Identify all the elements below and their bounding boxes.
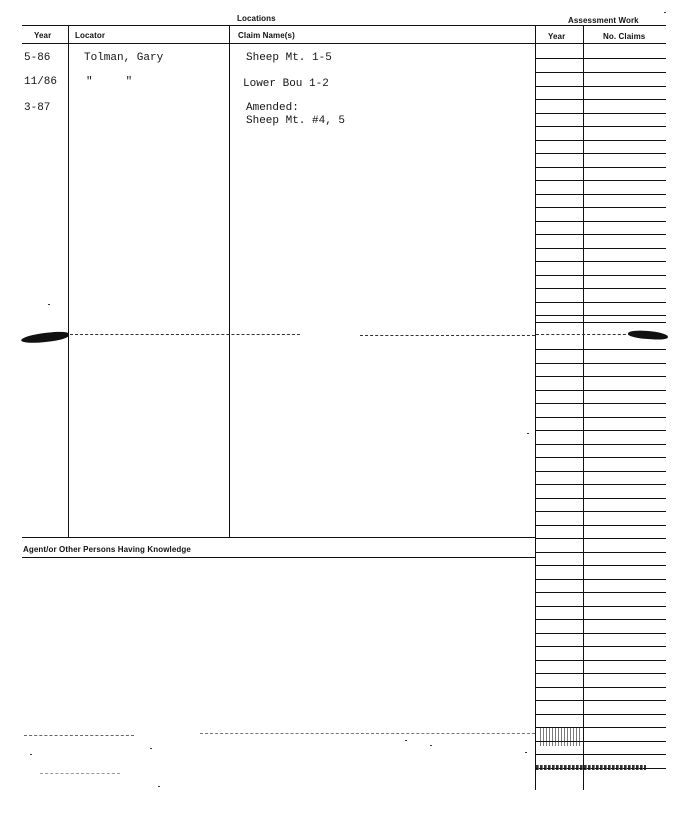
row-2-year: 11/86 — [24, 76, 58, 88]
claim-names-column-header: Claim Name(s) — [238, 31, 295, 40]
bottom-noise-line-3 — [40, 773, 120, 774]
aw-rule — [536, 606, 666, 607]
row-1-claim: Sheep Mt. 1-5 — [246, 52, 332, 64]
aw-rule — [536, 302, 666, 303]
aw-rule — [536, 484, 666, 485]
speck — [30, 754, 32, 755]
aw-rule — [536, 194, 666, 195]
fold-line-middle-right — [360, 335, 535, 336]
aw-rule — [536, 660, 666, 661]
aw-rule — [536, 207, 666, 208]
fold-line-middle — [70, 334, 300, 335]
aw-rule — [536, 592, 666, 593]
fold-mark-right — [628, 330, 668, 341]
aw-rule — [536, 687, 666, 688]
aw-rule — [536, 673, 666, 674]
aw-rule — [536, 390, 666, 391]
aw-rule — [536, 349, 666, 350]
fold-mark-left — [21, 331, 70, 345]
agent-label-rule — [22, 557, 535, 558]
aw-rule — [536, 315, 666, 316]
top-rule — [22, 25, 666, 26]
aw-rule — [536, 275, 666, 276]
aw-rule — [536, 700, 666, 701]
aw-rule — [536, 153, 666, 154]
row-3-claim-line-2: Sheep Mt. #4, 5 — [246, 115, 346, 127]
aw-rule — [536, 633, 666, 634]
row-3-year: 3-87 — [24, 102, 51, 114]
header-bottom-rule — [22, 43, 666, 44]
aw-rule — [536, 754, 666, 755]
aw-rule — [536, 444, 666, 445]
aw-rule — [536, 248, 666, 249]
aw-rule — [536, 322, 666, 323]
assessment-no-claims-column-header: No. Claims — [603, 32, 646, 41]
locator-claim-divider — [229, 26, 230, 537]
aw-rule — [536, 646, 666, 647]
aw-rule — [536, 99, 666, 100]
agent-section-label: Agent/or Other Persons Having Knowledge — [23, 545, 191, 554]
aw-rule — [536, 498, 666, 499]
aw-rule — [536, 619, 666, 620]
assessment-year-column-header: Year — [548, 32, 566, 41]
speck — [664, 12, 666, 13]
locations-header: Locations — [237, 14, 276, 23]
assessment-work-header: Assessment Work — [568, 16, 639, 25]
aw-rule — [536, 552, 666, 553]
aw-rule — [536, 167, 666, 168]
year-locator-divider — [68, 26, 69, 537]
speck — [150, 748, 152, 749]
speck — [405, 740, 407, 741]
aw-rule — [536, 417, 666, 418]
aw-rule — [536, 180, 666, 181]
aw-rule — [536, 457, 666, 458]
aw-rule — [536, 234, 666, 235]
aw-rule — [536, 86, 666, 87]
bottom-smudge-bar — [536, 765, 646, 770]
aw-rule — [536, 538, 666, 539]
locator-column-header: Locator — [75, 31, 106, 40]
aw-rule — [536, 221, 666, 222]
aw-rule — [536, 714, 666, 715]
aw-rule — [536, 363, 666, 364]
bottom-smudge-assessment — [540, 728, 580, 746]
speck — [48, 304, 50, 305]
bottom-noise-line-1 — [24, 735, 134, 736]
aw-rule — [536, 288, 666, 289]
aw-rule — [536, 403, 666, 404]
aw-rule — [536, 58, 666, 59]
speck — [158, 786, 160, 787]
aw-rule — [536, 471, 666, 472]
bottom-noise-line-2 — [200, 733, 535, 734]
row-1-locator: Tolman, Gary — [84, 52, 164, 64]
aw-rule — [536, 126, 666, 127]
speck — [430, 745, 432, 746]
aw-rule — [536, 140, 666, 141]
aw-rule — [536, 113, 666, 114]
aw-rule — [536, 565, 666, 566]
aw-rule — [536, 376, 666, 377]
aw-rule — [536, 72, 666, 73]
row-2-claim: Lower Bou 1-2 — [243, 78, 329, 90]
aw-rule — [536, 525, 666, 526]
aw-rule — [536, 511, 666, 512]
year-column-header: Year — [34, 31, 52, 40]
aw-rule — [536, 430, 666, 431]
main-table-bottom-rule — [22, 537, 535, 538]
speck — [525, 752, 527, 753]
row-2-locator: " " — [86, 76, 133, 88]
aw-rule — [536, 579, 666, 580]
speck — [527, 433, 529, 434]
row-3-claim: Amended: — [246, 102, 299, 114]
row-1-year: 5-86 — [24, 52, 51, 64]
aw-rule — [536, 261, 666, 262]
fold-line-assessment — [536, 334, 631, 335]
